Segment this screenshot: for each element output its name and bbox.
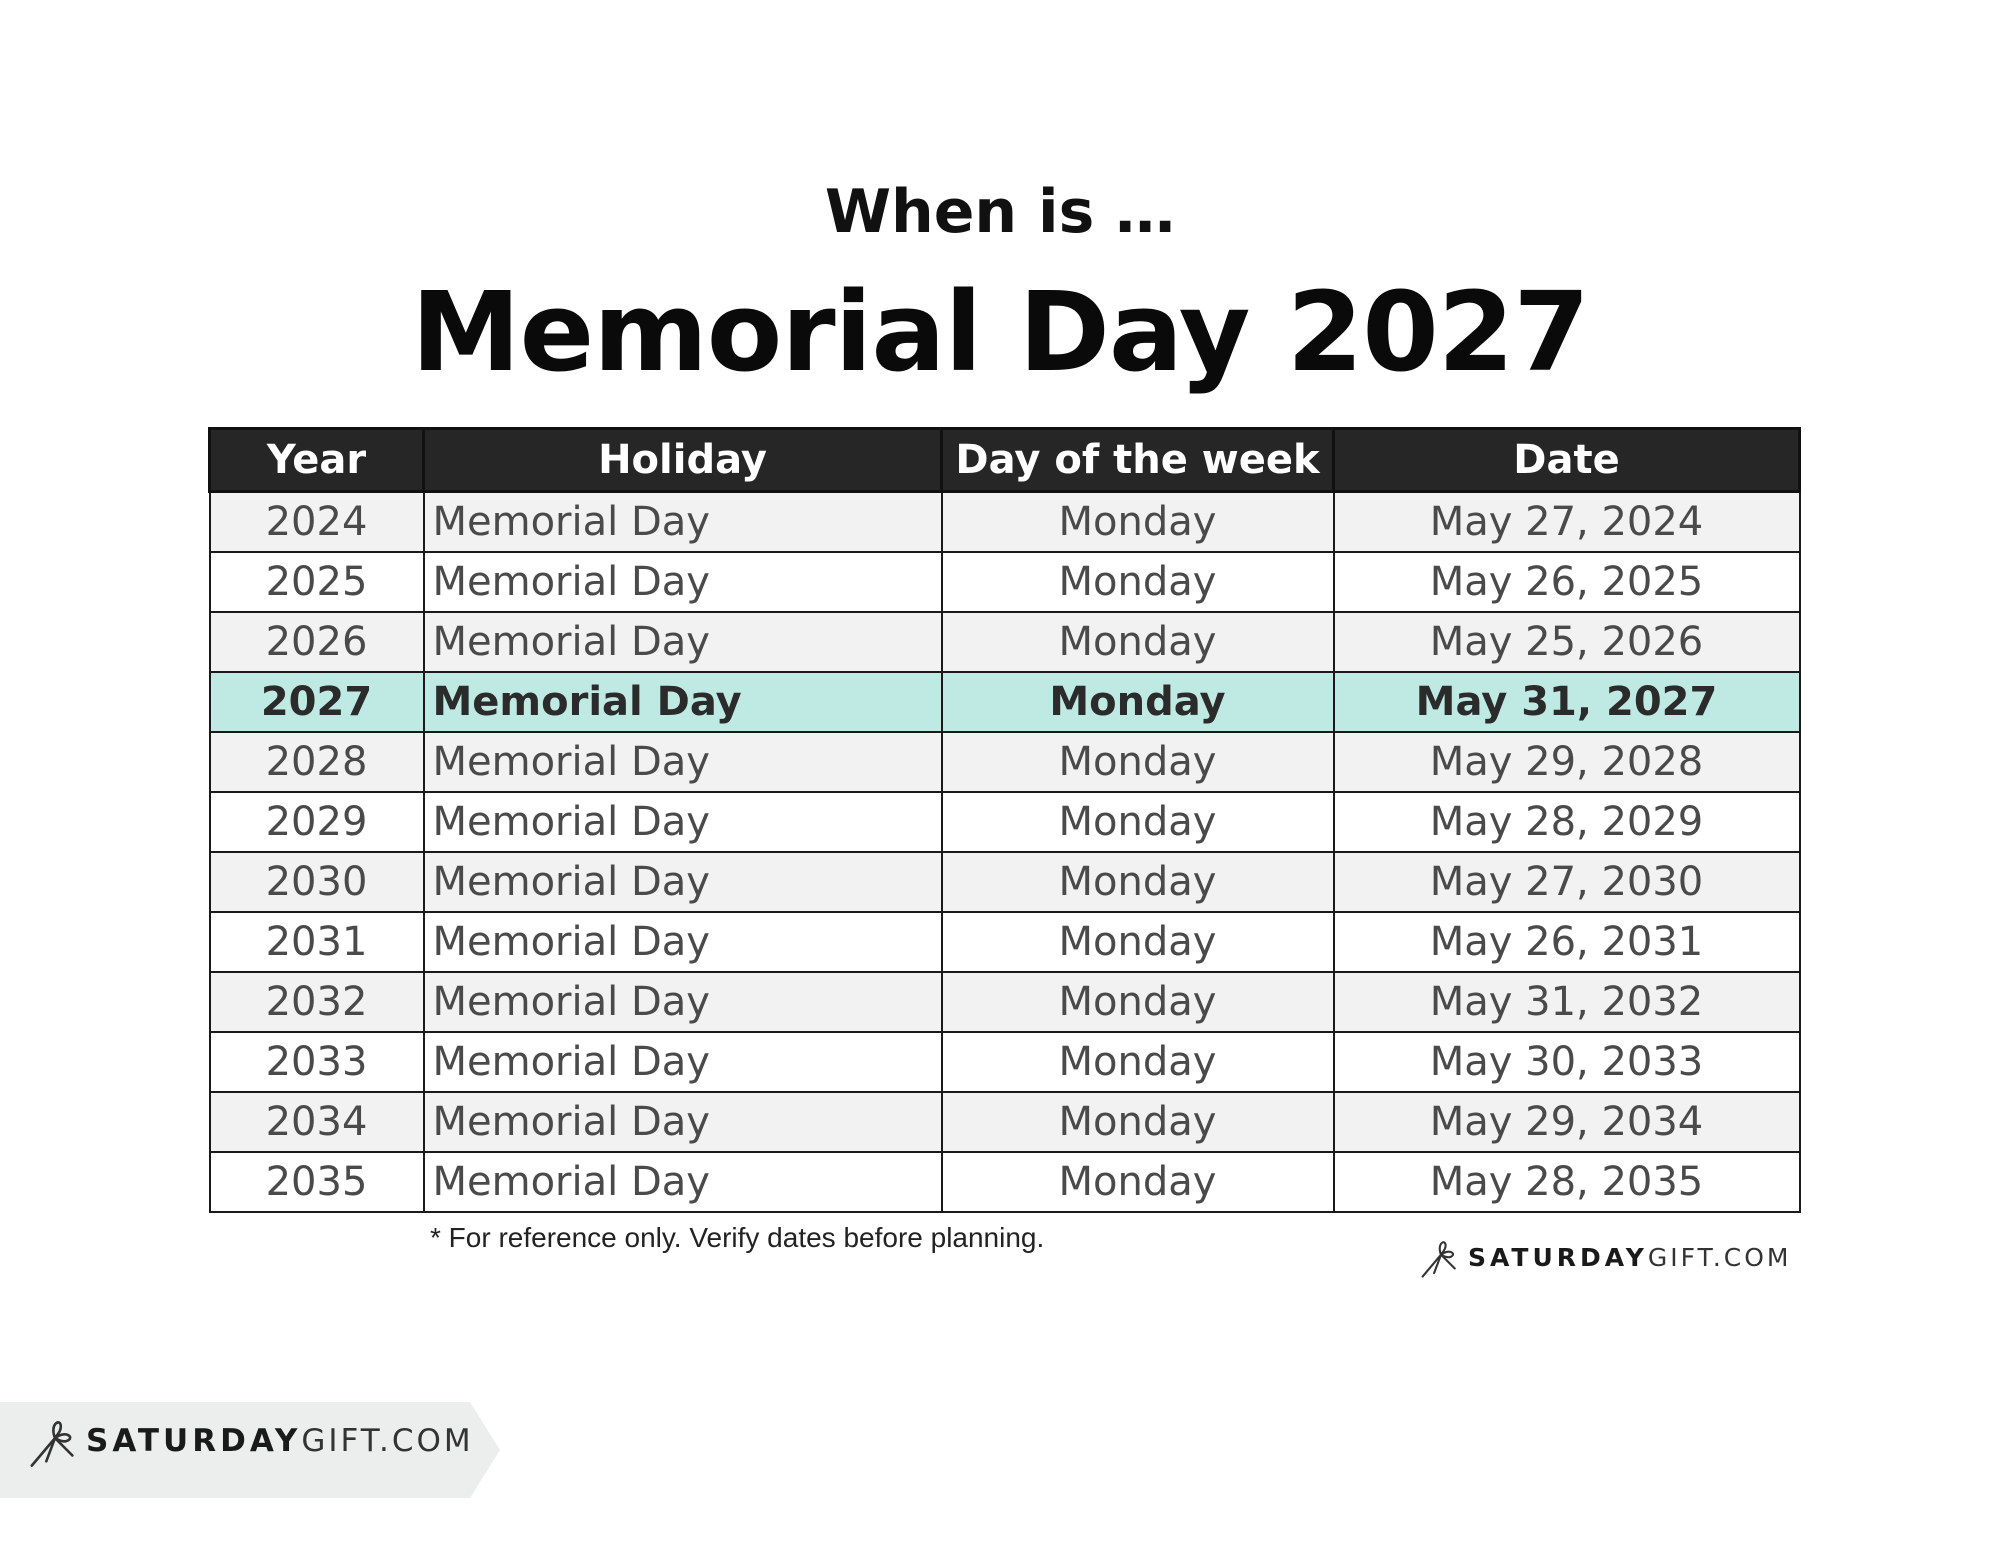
- cell-holiday: Memorial Day: [424, 732, 942, 792]
- cell-day-of-week: Monday: [942, 912, 1334, 972]
- brand-badge-logo: [26, 1410, 474, 1472]
- cell-date: May 27, 2024: [1334, 492, 1800, 553]
- brand-name-light: GIFT.COM: [301, 1423, 474, 1459]
- cell-holiday: Memorial Day: [424, 672, 942, 732]
- cell-year: 2025: [210, 552, 424, 612]
- memorial-day-table: [208, 427, 1801, 1213]
- table-row: [210, 1152, 1800, 1212]
- cell-date: May 26, 2025: [1334, 552, 1800, 612]
- table-row: [210, 972, 1800, 1032]
- cell-year: 2033: [210, 1032, 424, 1092]
- table-body: [210, 492, 1800, 1213]
- table-row-highlighted: [210, 672, 1800, 732]
- cell-year: 2034: [210, 1092, 424, 1152]
- cell-year: 2035: [210, 1152, 424, 1212]
- cell-day-of-week: Monday: [942, 792, 1334, 852]
- table-row: [210, 912, 1800, 972]
- cell-day-of-week: Monday: [942, 552, 1334, 612]
- column-header-date: Date: [1334, 429, 1800, 492]
- cell-date: May 27, 2030: [1334, 852, 1800, 912]
- brand-name-bold: SATURDAY: [86, 1423, 302, 1459]
- cell-year: 2024: [210, 492, 424, 553]
- table-row: [210, 492, 1800, 553]
- table-header-row: [210, 429, 1800, 492]
- cell-date: May 29, 2034: [1334, 1092, 1800, 1152]
- cell-day-of-week: Monday: [942, 852, 1334, 912]
- table-row: [210, 732, 1800, 792]
- cell-holiday: Memorial Day: [424, 852, 942, 912]
- cell-holiday: Memorial Day: [424, 612, 942, 672]
- cell-holiday: Memorial Day: [424, 552, 942, 612]
- table-row: [210, 792, 1800, 852]
- cell-day-of-week: Monday: [942, 1152, 1334, 1212]
- cell-date: May 31, 2032: [1334, 972, 1800, 1032]
- table-row: [210, 552, 1800, 612]
- cell-day-of-week: Monday: [942, 492, 1334, 553]
- cell-date: May 31, 2027: [1334, 672, 1800, 732]
- cell-year: 2029: [210, 792, 424, 852]
- table-row: [210, 1092, 1800, 1152]
- cell-year: 2027: [210, 672, 424, 732]
- cell-day-of-week: Monday: [942, 972, 1334, 1032]
- table-row: [210, 612, 1800, 672]
- brand-name-bold: SATURDAY: [1468, 1242, 1648, 1272]
- cell-day-of-week: Monday: [942, 1092, 1334, 1152]
- brand-logo: [1418, 1234, 1791, 1280]
- cell-holiday: Memorial Day: [424, 912, 942, 972]
- cell-holiday: Memorial Day: [424, 492, 942, 553]
- column-header-holiday: Holiday: [424, 429, 942, 492]
- cell-date: May 25, 2026: [1334, 612, 1800, 672]
- table-row: [210, 852, 1800, 912]
- cell-year: 2026: [210, 612, 424, 672]
- gift-bow-icon: [26, 1410, 84, 1472]
- column-header-year: Year: [210, 429, 424, 492]
- cell-holiday: Memorial Day: [424, 1032, 942, 1092]
- cell-year: 2030: [210, 852, 424, 912]
- page-title: Memorial Day 2027: [411, 268, 1589, 396]
- cell-year: 2031: [210, 912, 424, 972]
- cell-day-of-week: Monday: [942, 1032, 1334, 1092]
- cell-day-of-week: Monday: [942, 672, 1334, 732]
- cell-holiday: Memorial Day: [424, 1152, 942, 1212]
- cell-holiday: Memorial Day: [424, 1092, 942, 1152]
- footnote: * For reference only. Verify dates before planning.: [430, 1222, 1045, 1253]
- cell-day-of-week: Monday: [942, 612, 1334, 672]
- cell-date: May 28, 2029: [1334, 792, 1800, 852]
- cell-holiday: Memorial Day: [424, 792, 942, 852]
- cell-year: 2028: [210, 732, 424, 792]
- cell-year: 2032: [210, 972, 424, 1032]
- cell-holiday: Memorial Day: [424, 972, 942, 1032]
- gift-bow-icon: [1418, 1234, 1464, 1280]
- cell-date: May 29, 2028: [1334, 732, 1800, 792]
- cell-date: May 30, 2033: [1334, 1032, 1800, 1092]
- column-header-day-of-week: Day of the week: [942, 429, 1334, 492]
- page-subtitle: When is …: [824, 177, 1176, 247]
- cell-day-of-week: Monday: [942, 732, 1334, 792]
- cell-date: May 28, 2035: [1334, 1152, 1800, 1212]
- table-row: [210, 1032, 1800, 1092]
- cell-date: May 26, 2031: [1334, 912, 1800, 972]
- brand-name-light: GIFT.COM: [1647, 1242, 1792, 1272]
